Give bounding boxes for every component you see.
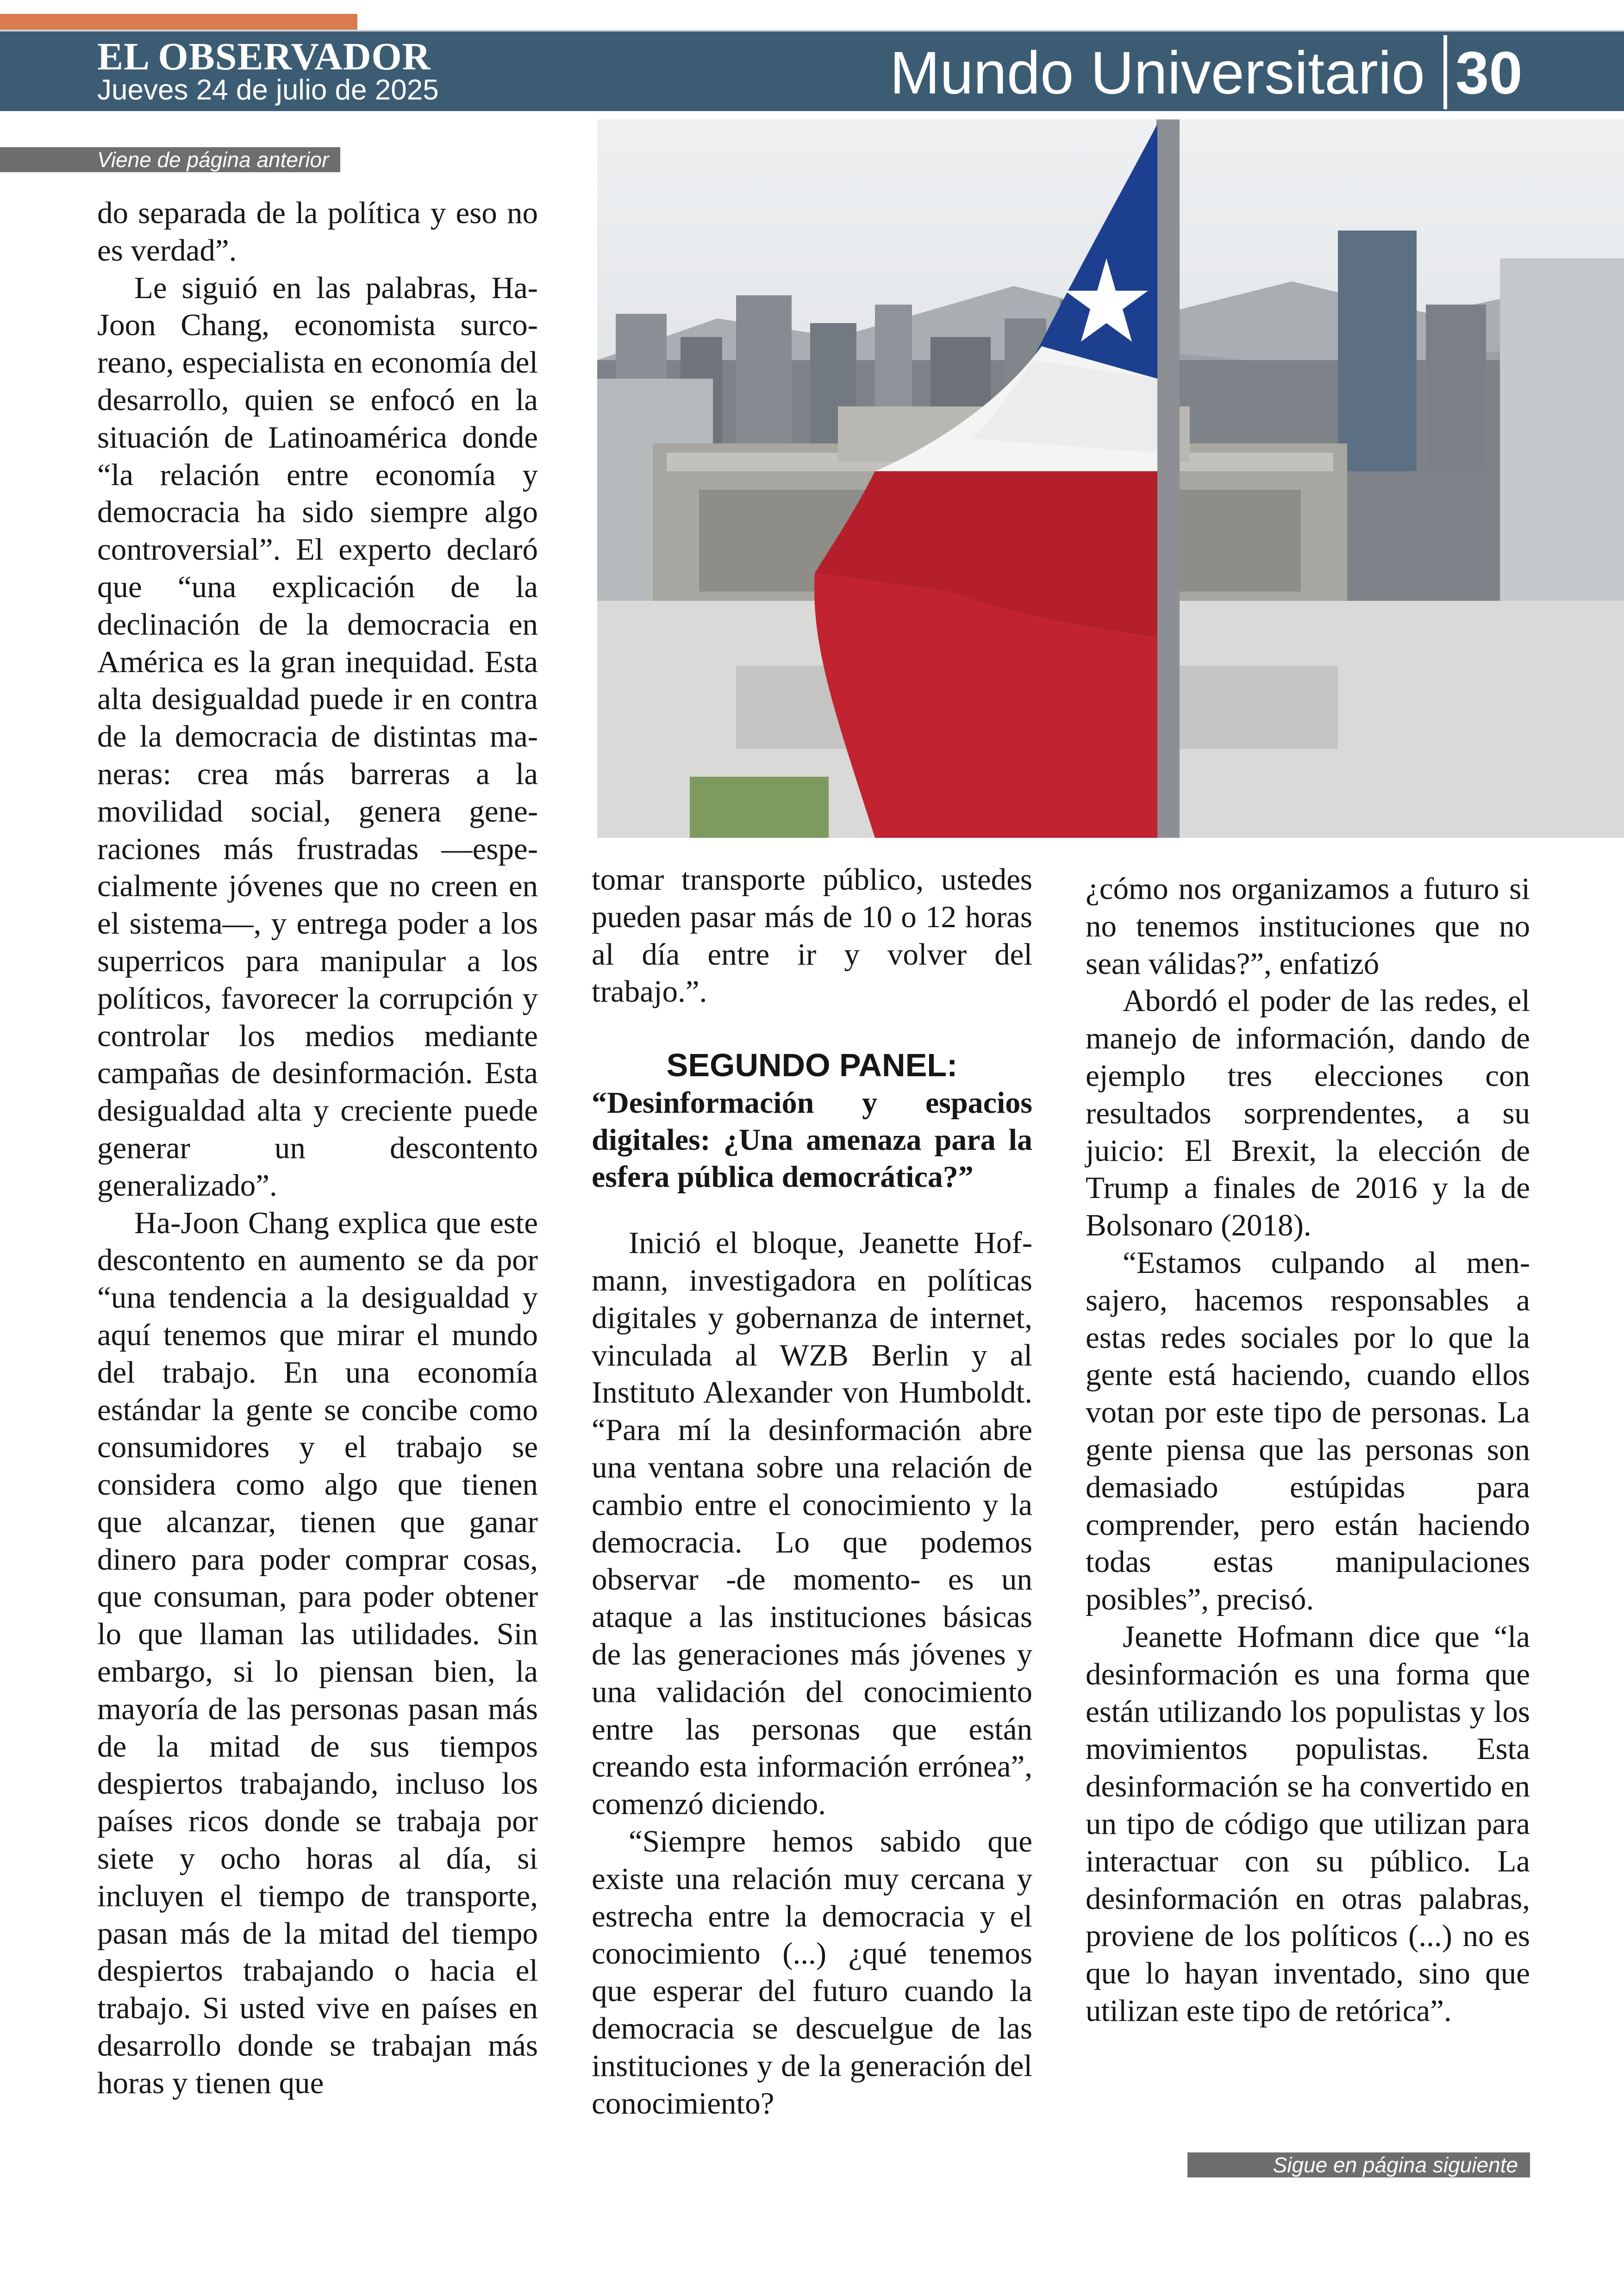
page-number-divider <box>1443 35 1447 109</box>
chile-flag-over-la-moneda-photo <box>597 119 1624 838</box>
paragraph: Abordó el poder de las redes, el manejo de información, dando de ejemplo tres elecciones con resultados sorprendentes, a su juicio: El Brexit, la elección de Trump a finales de 2016 y la de Bolsonaro (2018). <box>1086 984 1530 1243</box>
section-title: Mundo Universitario <box>889 39 1425 106</box>
paragraph: ¿cómo nos organizamos a futuro si no tenemos instituciones que no sean válidas?”, enfatizó <box>1086 872 1530 981</box>
paragraph: “Siempre hemos sabido que existe una relación muy cercana y estrecha entre la democracia y el conocimiento (...) ¿qué tenemos que esperar del futuro cuando la democracia se descuelgue de las instituciones y de la generación del conocimiento? <box>592 1824 1032 2120</box>
panel-heading: SEGUNDO PANEL: <box>666 1047 958 1084</box>
article-column-3 <box>1086 870 1530 2030</box>
paragraph: do separada de la política y eso no es verdad”. <box>97 196 538 268</box>
issue-date: Jueves 24 de julio de 2025 <box>97 74 439 106</box>
paragraph: Le siguió en las palabras, Ha-Joon Chang, economista surcoreano, especialista en economía del desarrollo, quien se enfocó en la situación de Latinoamérica donde “la relación entre economía y democracia ha sido siempre algo controversial”. El experto declaró que “una explicación de la declinación de la democracia en América es la gran inequidad. Esta alta desigualdad puede ir en contra de la democracia de distintas maneras: crea más barreras a la movilidad social, genera generaciones más frustradas —especialmente jóvenes que no creen en el sistema—, y entrega poder a los superricos para manipular a los políticos, favorecer la corrupción y controlar los medios mediante campañas de desinformación. Esta desigualdad alta y creciente puede generar un descontento generalizado”. <box>97 270 538 1203</box>
panel-subtitle: “Desinformación y espacios digitales: ¿Una amenaza para la esfera pública democrática?” <box>592 1086 1032 1194</box>
article-column-2 <box>592 861 1032 2122</box>
continued-from-tag: Viene de página anterior <box>0 147 340 172</box>
page-number: 30 <box>1455 39 1523 106</box>
masthead: EL OBSERVADOR <box>97 35 431 78</box>
continued-to-tag: Sigue en página siguiente <box>1187 2152 1530 2177</box>
paragraph: Inició el bloque, Jeanette Hofmann, investigadora en políticas digitales y gobernanza de internet, vinculada al WZB Berlin y al Instituto Alexander von Humboldt. “Para mí la desinformación abre una ventana sobre una relación de cambio entre el conocimiento y la democracia. Lo que podemos observar -de momento- es un ataque a las instituciones básicas de las generaciones más jóvenes y una validación del conocimiento entre las personas que están creando esta información errónea”, comenzó diciendo. <box>592 1226 1032 1821</box>
paragraph: tomar transporte público, ustedes pueden pasar más de 10 o 12 horas al día entre ir y volver del trabajo.”. <box>592 862 1032 1009</box>
article-column-1 <box>97 194 538 2102</box>
paragraph: Jeanette Hofmann dice que “la desinformación es una forma que están utilizando los populistas y los movimientos populistas. Esta desinformación se ha convertido en un tipo de código que utilizan para interactuar con su público. La desinformación en otras palabras, proviene de los políticos (...) no es que lo hayan inventado, sino que utilizan este tipo de retórica”. <box>1086 1619 1530 2028</box>
paragraph: Ha-Joon Chang explica que este descontento en aumento se da por “una tendencia a la desigualdad y aquí tenemos que mirar el mundo del trabajo. En una economía estándar la gente se concibe como consumidores y el trabajo se considera como algo que tienen que alcanzar, tienen que ganar dinero para poder comprar cosas, que consuman, para poder obtener lo que llaman las utilidades. Sin embargo, si lo piensan bien, la mayoría de las personas pasan más de la mitad de sus tiempos despiertos trabajando, incluso los países ricos donde se trabaja por siete y ocho horas al día, si incluyen el tiempo de transporte, pasan más de la mitad del tiempo despiertos trabajando o hacia el trabajo. Si usted vive en países en desarrollo donde se trabajan más horas y tienen que <box>97 1205 538 2100</box>
header-accent-bar <box>0 14 357 30</box>
paragraph: “Estamos culpando al mensajero, hacemos responsables a estas redes sociales por lo que la gente está haciendo, cuando ellos votan por este tipo de personas. La gente piensa que las personas son demasiado estúpidas para comprender, pero están haciendo todas estas manipulaciones posibles”, precisó. <box>1086 1245 1530 1617</box>
article-photo <box>597 119 1624 838</box>
